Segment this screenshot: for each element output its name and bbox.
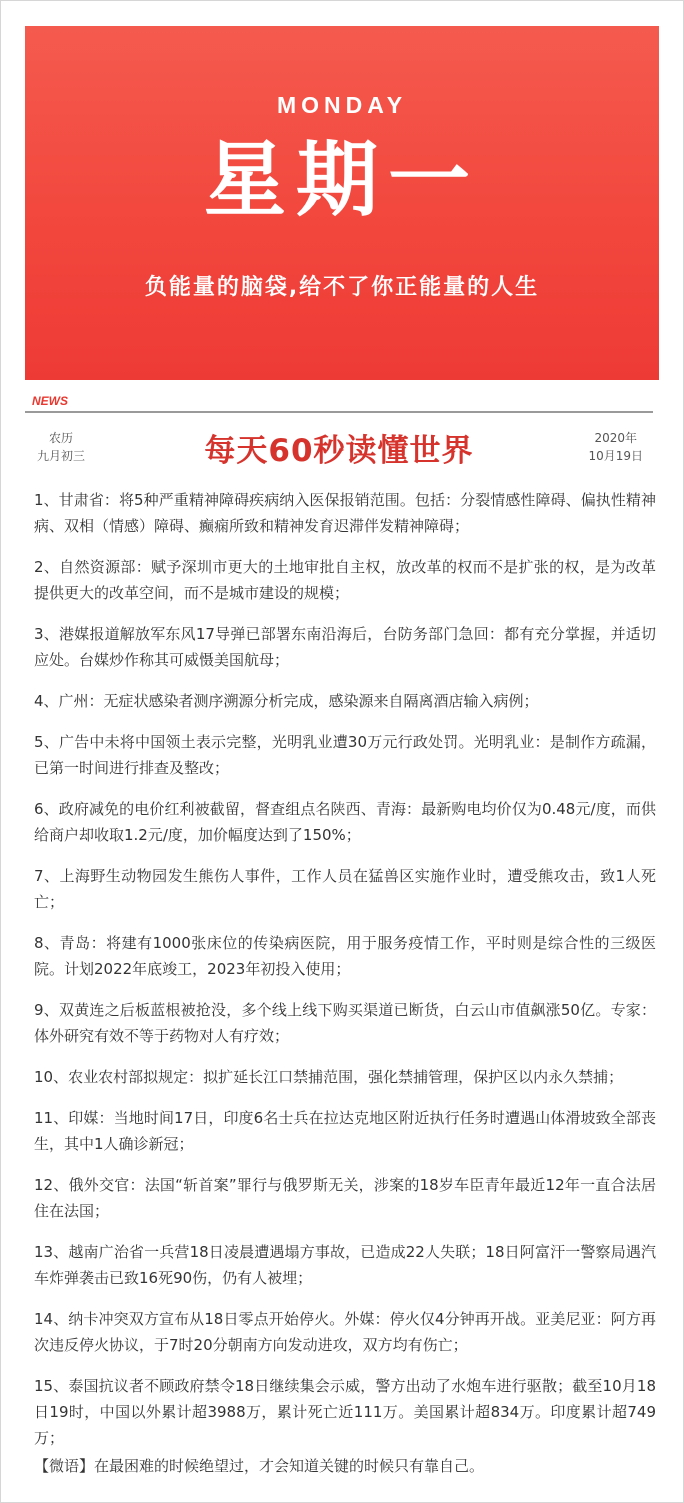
news-item: 4、广州：无症状感染者测序溯源分析完成，感染源来自隔离酒店输入病例； bbox=[34, 692, 539, 710]
lunar-label: 农历 bbox=[49, 431, 74, 445]
news-item: 9、双黄连之后板蓝根被抢没，多个线上线下购买渠道已断货，白云山市值飙涨50亿。专家：体外研究有效不等于药物对人有疗效； bbox=[34, 1001, 656, 1045]
news-header bbox=[25, 421, 653, 477]
calendar-date bbox=[588, 429, 643, 465]
banner-slogan: 负能量的脑袋,给不了你正能量的人生 bbox=[144, 275, 540, 300]
news-item: 7、上海野生动物园发生熊伤人事件，工作人员在猛兽区实施作业时，遭受熊攻击，致1人死亡； bbox=[34, 867, 656, 911]
day-banner bbox=[25, 26, 659, 380]
lunar-day: 九月初三 bbox=[37, 449, 86, 463]
news-item: 3、港媒报道解放军东风17导弹已部署东南沿海后，台防务部门急回：都有充分掌握，并适切应处。台媒炒作称其可威慑美国航母； bbox=[34, 625, 656, 669]
news-item: 10、农业农村部拟规定：拟扩延长江口禁捕范围，强化禁捕管理，保护区以内永久禁捕； bbox=[34, 1068, 624, 1086]
date-month-day: 10月19日 bbox=[588, 449, 643, 463]
news-item: 12、俄外交官：法国“斩首案”罪行与俄罗斯无关，涉案的18岁车臣青年最近12年一直合法居住在法国； bbox=[34, 1176, 656, 1220]
divider bbox=[25, 411, 653, 413]
news-item: 1、甘肃省：将5种严重精神障碍疾病纳入医保报销范围。包括：分裂情感性障碍、偏执性精神病、双相（情感）障碍、癫痫所致和精神发育迟滞伴发精神障碍； bbox=[34, 491, 656, 535]
news-item: 8、青岛：将建有1000张床位的传染病医院，用于服务疫情工作，平时则是综合性的三级医院。计划2022年底竣工，2023年初投入使用； bbox=[34, 934, 656, 978]
english-day-label: MONDAY bbox=[276, 92, 408, 118]
headline: 每天60秒读懂世界 bbox=[204, 433, 474, 469]
news-item: 11、印媒：当地时间17日，印度6名士兵在拉达克地区附近执行任务时遭遇山体滑坡致全部丧生，其中1人确诊新冠； bbox=[34, 1109, 656, 1153]
news-list bbox=[34, 487, 656, 1466]
news-tag: NEWS bbox=[32, 394, 68, 408]
news-item: 13、越南广治省一兵营18日凌晨遭遇塌方事故，已造成22人失联；18日阿富汗一警察局遇汽车炸弹袭击已致16死90伤，仍有人被埋； bbox=[34, 1243, 656, 1287]
news-item: 2、自然资源部：赋予深圳市更大的土地审批自主权，放改革的权而不是扩张的权，是为改革提供更大的改革空间，而不是城市建设的规模； bbox=[34, 558, 656, 602]
news-item: 6、政府减免的电价红利被截留，督查组点名陕西、青海：最新购电均价仅为0.48元/度，而供给商户却收取1.2元/度，加价幅度达到了150%； bbox=[34, 800, 656, 844]
news-item: 15、泰国抗议者不顾政府禁令18日继续集会示威，警方出动了水炮车进行驱散；截至10月18日19时，中国以外累计超3988万，累计死亡近111万。美国累计超834万。印度累计超749万； bbox=[34, 1377, 656, 1447]
chinese-day-title: 星期一 bbox=[203, 133, 480, 228]
news-item: 14、纳卡冲突双方宣布从18日零点开始停火。外媒：停火仅4分钟再开战。亚美尼亚：阿方再次违反停火协议，于7时20分朝南方向发动进攻，双方均有伤亡； bbox=[34, 1310, 656, 1354]
daily-quote: 【微语】在最困难的时候绝望过，才会知道关键的时候只有靠自己。 bbox=[34, 1457, 485, 1475]
date-year: 2020年 bbox=[594, 431, 637, 445]
news-item: 5、广告中未将中国领土表示完整，光明乳业遭30万元行政处罚。光明乳业：是制作方疏漏，已第一时间进行排查及整改； bbox=[34, 733, 656, 777]
